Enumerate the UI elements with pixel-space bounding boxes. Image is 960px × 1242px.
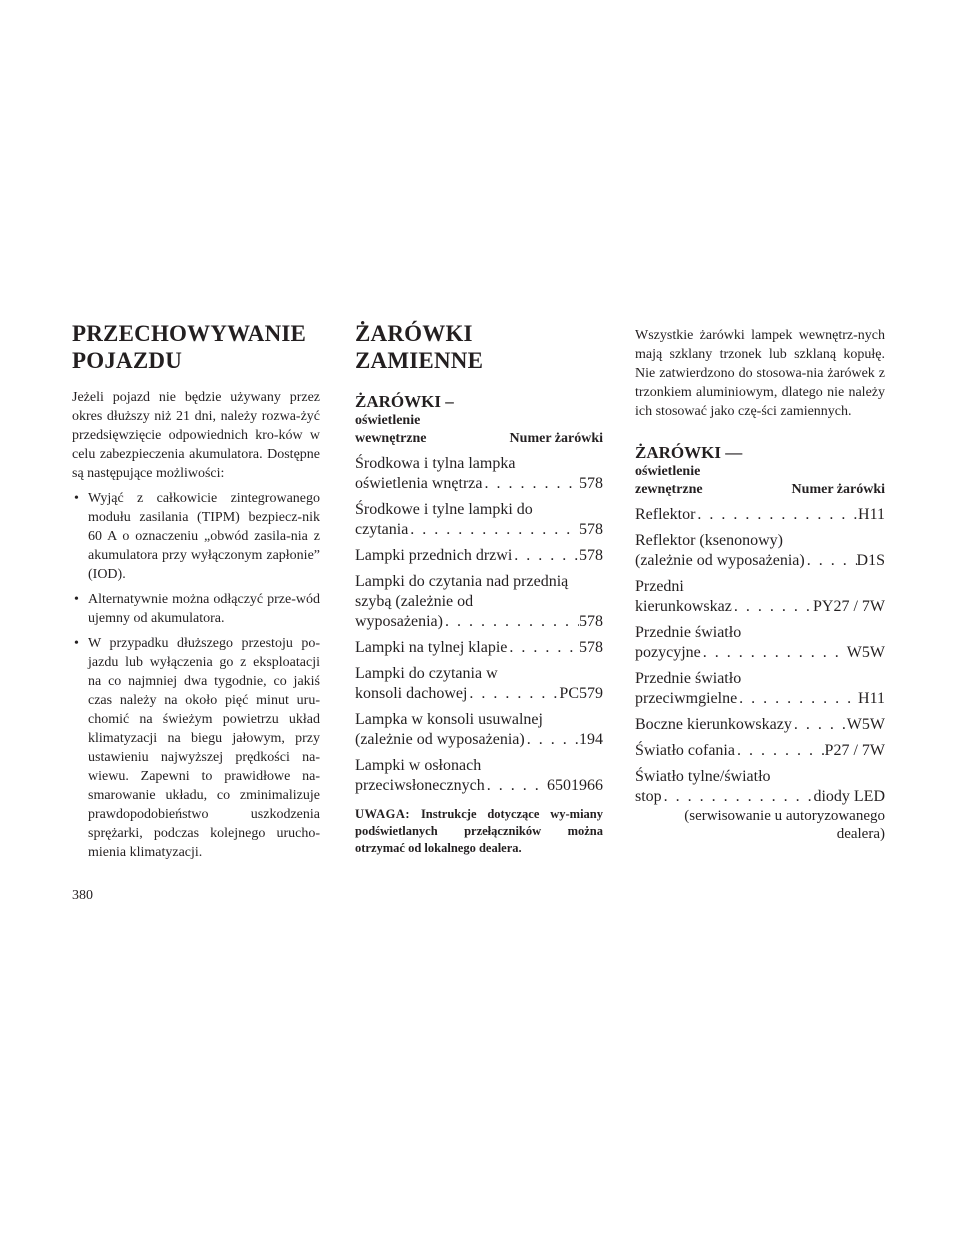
bullet-icon: • <box>74 491 79 506</box>
note-key: UWAGA: <box>355 807 411 821</box>
bulb-label: Światło tylne/światło <box>635 768 771 785</box>
exterior-subheading: oświetlenie <box>635 464 701 479</box>
glass-note: Wszystkie żarówki lampek wewnętrz-nych mają szklany trzonek lub szklaną kopułę. Nie zatwierdzono do stosowa-nia żarówek z trzonkiem aluminiowym, dlatego nie należy ich stosować jako czę-ści zamiennych. <box>635 328 885 419</box>
table-row <box>635 623 885 663</box>
bulb-number: 578 <box>579 613 603 630</box>
storage-title-line1: PRZECHOWYWANIE <box>72 321 307 346</box>
bulb-number: 6501966 <box>547 777 603 794</box>
bulb-note: (serwisowanie u autoryzowanego dealera) <box>684 808 885 842</box>
bulb-line <box>355 520 603 540</box>
list-item <box>72 634 320 862</box>
storage-section <box>72 320 320 868</box>
bulb-line <box>635 597 885 617</box>
bulb-label: Środkowe i tylne lampki do <box>355 501 533 518</box>
bulb-label-last: kierunkowskaz <box>635 598 732 615</box>
bulb-number: 578 <box>579 639 603 656</box>
table-row <box>355 710 603 750</box>
bulb-label: Przednie światło <box>635 670 742 687</box>
bulb-label: Lampka w konsoli usuwalnej <box>355 711 543 728</box>
bulb-label: Lampki do czytania w <box>355 665 498 682</box>
bulbs-exterior-section <box>635 326 885 849</box>
note-text: Instrukcje dotyczące wy-miany podświetlanych przełączników można otrzymać od lokalnego dealera. <box>355 807 604 855</box>
dot-leader <box>525 730 579 750</box>
note <box>355 806 603 857</box>
bulb-number: 578 <box>579 547 603 564</box>
dot-leader <box>662 787 814 807</box>
dot-leader <box>507 638 579 658</box>
table-row <box>355 546 603 566</box>
table-row <box>635 767 885 843</box>
bulb-line <box>355 638 603 658</box>
table-row <box>355 664 603 704</box>
bulb-line <box>635 643 885 663</box>
table-row <box>635 715 885 735</box>
bulb-number: 578 <box>579 521 603 538</box>
table-row <box>355 756 603 796</box>
number-header: Numer żarówki <box>509 431 603 446</box>
bulb-number: H11 <box>858 506 885 523</box>
bulb-label-last: Światło cofania <box>635 742 735 759</box>
table-row <box>635 505 885 525</box>
bulb-label: Przednie światło <box>635 624 742 641</box>
bulb-line <box>355 776 603 796</box>
table-row <box>635 669 885 709</box>
bulb-number: W5W <box>846 716 885 733</box>
bulb-number: D1S <box>856 552 885 569</box>
table-row <box>355 454 603 494</box>
bulb-label-last: oświetlenia wnętrza <box>355 475 483 492</box>
bulb-label-last: pozycyjne <box>635 644 701 661</box>
number-header: Numer żarówki <box>791 482 885 497</box>
storage-title <box>72 320 320 374</box>
dot-leader <box>732 597 813 617</box>
dot-leader <box>485 776 547 796</box>
dot-leader <box>483 474 580 494</box>
bullet-text: W przypadku dłuższego przestoju po-jazdu lub wyłączenia go z eksploatacji na co najmniej dwa tygodnie, co jakiś czas należy na około pięć minut uru-chomić na świeżym powietrzu układ klimatyzacji na biegu jałowym, przy ustawieniu najwyższej prędkości na-wiewu. Zapewni to prawidłowe na-smarowanie układu, co zminimalizuje prawdopodobieństwo uszkodzenia sprężarki, podczas kolejnego urucho-mienia klimatyzacji. <box>88 636 320 860</box>
bulb-label-last: Reflektor <box>635 506 696 523</box>
bulb-number: PC579 <box>559 685 603 702</box>
bulb-label-last: przeciwmgielne <box>635 690 738 707</box>
exterior-heading: ŻARÓWKI — <box>635 443 743 462</box>
table-row <box>355 500 603 540</box>
table-row <box>635 531 885 571</box>
bulb-number: W5W <box>846 644 885 661</box>
table-row <box>635 577 885 617</box>
bulbs-interior-section <box>355 320 603 857</box>
interior-heading: ŻARÓWKI – <box>355 392 454 411</box>
bulb-label: Środkowa i tylna lampka <box>355 455 516 472</box>
bulb-label: Przedni <box>635 578 684 595</box>
bulb-label-last: stop <box>635 788 662 805</box>
dot-leader <box>467 684 559 704</box>
bulb-label-last: (zależnie od wyposażenia) <box>635 552 805 569</box>
bulb-number: 194 <box>579 731 603 748</box>
bulb-line <box>635 741 885 761</box>
bulb-label: Reflektor (ksenonowy) <box>635 532 783 549</box>
bulb-label-last: czytania <box>355 521 409 538</box>
bullet-icon: • <box>74 636 79 651</box>
dot-leader <box>695 505 858 525</box>
dot-leader <box>737 689 858 709</box>
bulb-label-last: (zależnie od wyposażenia) <box>355 731 525 748</box>
interior-bulb-list <box>355 454 603 796</box>
dot-leader <box>701 643 847 663</box>
bulb-line <box>635 715 885 735</box>
dot-leader <box>512 546 579 566</box>
storage-title-line2: POJAZDU <box>72 348 183 373</box>
table-row <box>355 638 603 658</box>
bulb-line <box>355 474 603 494</box>
exterior-header-row <box>635 481 885 499</box>
bulb-label-last: przeciwsłonecznych <box>355 777 485 794</box>
table-row <box>635 741 885 761</box>
bulb-number: diody LED <box>813 788 885 805</box>
bullet-text: Wyjąć z całkowicie zintegrowanego modułu zasilania (TIPM) bezpiecz-nik 60 A o oznaczeniu „obwód zasila-nia z akumulatora przy wyłączonym zapłonie” (IOD). <box>88 491 320 582</box>
bulb-label-last: konsoli dachowej <box>355 685 468 702</box>
dot-leader <box>805 551 857 571</box>
dot-leader <box>792 715 847 735</box>
dot-leader <box>408 520 579 540</box>
bulb-number: H11 <box>858 690 885 707</box>
interior-subheading: oświetlenie <box>355 413 421 428</box>
bulb-line <box>635 505 885 525</box>
bulb-line <box>635 787 885 807</box>
bulb-line <box>635 551 885 571</box>
bulb-line <box>355 730 603 750</box>
exterior-subheading-2: zewnętrzne <box>635 482 703 497</box>
storage-intro: Jeżeli pojazd nie będzie używany przez okres dłuższy niż 21 dni, należy rozwa-żyć przedsięwzięcie odpowiednich kro-ków w celu zabezpieczenia akumulatora. Dostępne są następujące możliwości: <box>72 390 320 481</box>
list-item <box>72 590 320 628</box>
interior-header-row <box>355 430 603 448</box>
dot-leader <box>735 741 825 761</box>
bulb-line <box>635 689 885 709</box>
bulb-number: 578 <box>579 475 603 492</box>
bulb-line <box>355 612 603 632</box>
bulb-line <box>355 684 603 704</box>
bulb-label-last: wyposażenia) <box>355 613 443 630</box>
bulb-label: Lampki do czytania nad przednią szybą (zależnie od <box>355 573 569 610</box>
exterior-bulb-list <box>635 505 885 843</box>
bulb-label-last: Lampki przednich drzwi <box>355 547 513 564</box>
interior-subheading-2: wewnętrzne <box>355 431 427 446</box>
bulb-label: Lampki w osłonach <box>355 757 482 774</box>
bulb-label-last: Lampki na tylnej klapie <box>355 639 508 656</box>
bulb-line <box>355 546 603 566</box>
table-row <box>355 572 603 632</box>
bulb-label-last: Boczne kierunkowskazy <box>635 716 792 733</box>
storage-bullets <box>72 489 320 862</box>
bulbs-title: ŻARÓWKI ZAMIENNE <box>355 321 484 373</box>
bulb-number: PY27 / 7W <box>813 598 885 615</box>
list-item <box>72 489 320 584</box>
bulb-number: P27 / 7W <box>824 742 885 759</box>
bullet-text: Alternatywnie można odłączyć prze-wód ujemny od akumulatora. <box>88 592 320 626</box>
bullet-icon: • <box>74 592 79 607</box>
page-number: 380 <box>72 888 93 903</box>
dot-leader <box>443 612 579 632</box>
